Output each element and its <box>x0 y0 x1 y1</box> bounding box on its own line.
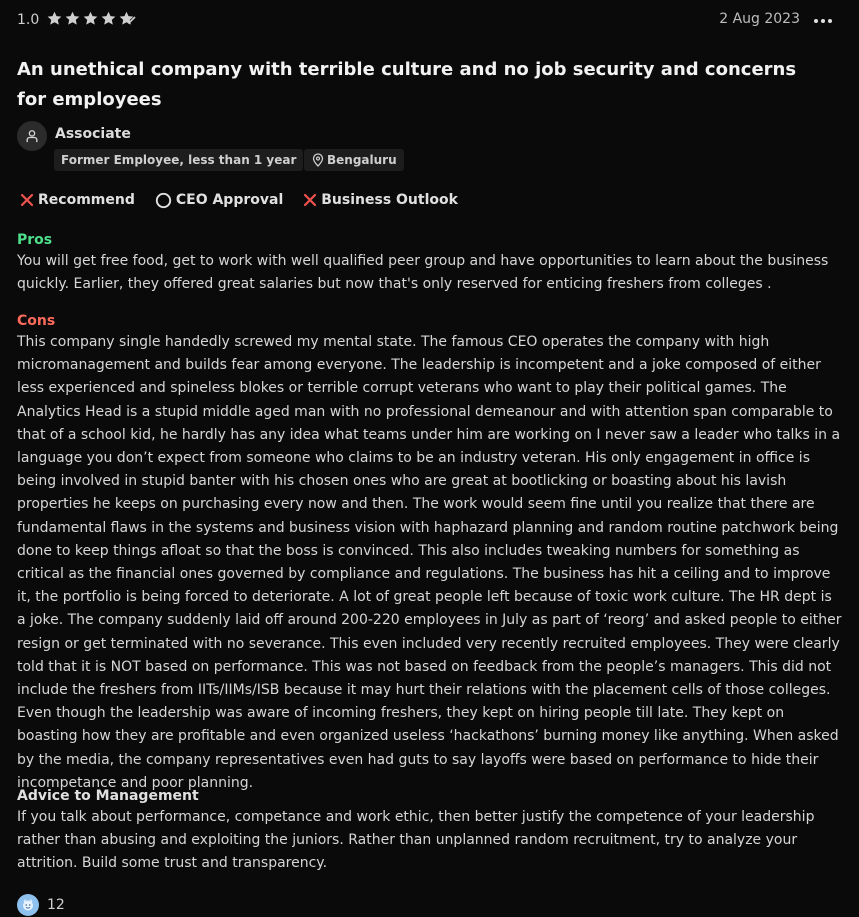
avatar <box>17 121 47 151</box>
helpful-count: 12 <box>47 897 65 913</box>
user-icon <box>25 129 39 143</box>
review-title: An unethical company with terrible culture and no job security and concerns for employees <box>17 59 797 110</box>
location-pin-icon <box>312 153 324 167</box>
star-icon <box>64 10 81 27</box>
pros-heading: Pros <box>17 232 53 248</box>
sub-ratings <box>20 190 478 210</box>
advice-text: If you talk about performance, competance and work ethic, then better justify the competence of your leadership rather than abusing and exploiting the juniors. Rather than unplanned random recruitment, try to analyze your attrition. Build some trust and transparency. <box>17 809 815 872</box>
helpful-reactions <box>17 894 65 916</box>
business-outlook-label: Business Outlook <box>321 192 458 208</box>
employment-status-badge: Former Employee, less than 1 year <box>54 149 303 171</box>
face-icon <box>21 898 35 912</box>
pros-text: You will get free food, get to work with well qualified peer group and have opportunities to learn about the business quickly. Earlier, they offered great salaries but now that's only reserved for enticing freshers from colleges . <box>17 253 829 293</box>
recommend-rating <box>20 192 135 208</box>
chevron-down-icon[interactable] <box>121 12 137 28</box>
star-icon <box>46 10 63 27</box>
location-badge <box>304 149 404 171</box>
ceo-approval-label: CEO Approval <box>175 192 284 208</box>
star-icon <box>100 10 117 27</box>
location-label: Bengaluru <box>327 153 397 167</box>
x-icon <box>20 193 34 207</box>
review-header <box>17 10 843 32</box>
cons-heading: Cons <box>17 313 56 329</box>
more-options-icon[interactable] <box>813 13 833 29</box>
star-icon <box>82 10 99 27</box>
helpful-icon[interactable] <box>17 894 39 916</box>
business-outlook-rating <box>303 192 458 208</box>
ceo-approval-rating <box>155 192 283 209</box>
advice-heading: Advice to Management <box>17 788 199 804</box>
author-role: Associate <box>55 126 131 142</box>
recommend-label: Recommend <box>38 192 135 208</box>
circle-icon <box>155 192 172 209</box>
cons-text: This company single handedly screwed my mental state. The famous CEO operates the company with high micromanagement and builds fear among everyone. The leadership is incompetent and a joke composed of either less experienced and spineless blokes or terrible corrupt veterans who want to play their political games. The Analytics Head is a stupid middle aged man with no professional demeanour and with attention span comparable to that of a school kid, he hardly has any idea what teams under him are working on I never saw a leader who talks in a language you don’t expect from someone who claims to be an industry veteran. His only engagement in office is being involved in stupid banter with his chosen ones who are great at bootlicking or boasting about his lavish properties he keeps on purchasing every now and then. The work would seem fine until you realize that there are fundamental flaws in the systems and business vision with haphazard planning and random routine patchwork being done to keep things afloat so that the boss is convinced. This also includes tweaking numbers for something as critical as the financial ones governed by compliance and regulations. The business has hit a ceiling and to improve it, the portfolio is being forced to deteriorate. A lot of great people left because of toxic work culture. The HR dept is a joke. The company suddenly laid off around 200-220 employees in July as part of ‘reorg’ and asked people to either resign or get terminated with no severance. This even included very recently recruited employees. They were clearly told that it is NOT based on performance. This was not based on feedback from the people’s managers. This did not include the freshers from IITs/IIMs/ISB because it may hurt their relations with the placement cells of those colleges. Even though the leadership was aware of incoming freshers, they kept on hiring people till late. They kept on boasting how they are profitable and even organized useless ‘hackathons’ burning money like anything. When asked by the media, the company representatives even had guts to say layoffs were based on performance to hide their incompetance and poor planning. <box>17 334 842 791</box>
x-icon <box>303 193 317 207</box>
review-date: 2 Aug 2023 <box>719 11 800 27</box>
overall-rating: 1.0 <box>17 12 40 28</box>
